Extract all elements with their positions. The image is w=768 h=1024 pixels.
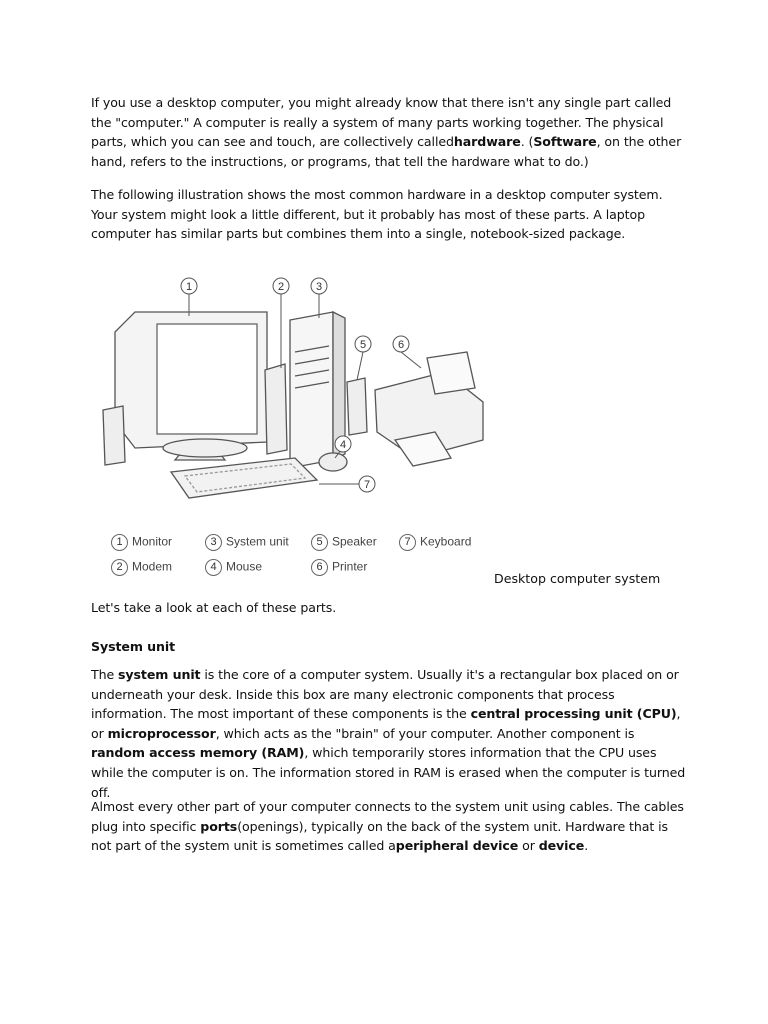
text-run: If you use a desktop computer, you might already know that there isn't any single part called the "computer." A computer is really a system of many parts working together. The physical parts, which you can see and touch, are collectively called (91, 95, 672, 150)
text-run: . (584, 838, 589, 854)
legend-label: System unit (226, 534, 289, 549)
legend-label: Printer (332, 559, 368, 574)
text-run: , or (91, 706, 681, 741)
right-speaker-drawing (347, 378, 367, 435)
look-paragraph (91, 598, 691, 618)
text-run: or (518, 838, 539, 854)
bold-term: system unit (118, 667, 201, 682)
text-run: , on the other hand, refers to the instructions, or programs, that tell the hardware what to do.) (91, 134, 682, 169)
legend-label: Speaker (332, 534, 377, 549)
bold-term: random access memory (RAM) (91, 745, 305, 761)
legend-item-system-unit (205, 534, 289, 551)
legend-item-mouse (205, 559, 262, 576)
text-run: Let's take a look at each of these parts. (91, 600, 337, 615)
callout-3: 3 (315, 281, 323, 293)
legend-label: Modem (132, 559, 173, 574)
legend-number: 7 (399, 534, 416, 551)
illustration-paragraph (91, 185, 691, 244)
modem-drawing (265, 364, 287, 454)
text-run: Almost every other part of your computer connects to the system unit using cables. The cables plug into specific (91, 799, 684, 834)
legend-number: 2 (111, 559, 128, 576)
bold-term: hardware (453, 134, 521, 150)
legend-item-keyboard (399, 534, 471, 551)
legend-number: 5 (311, 534, 328, 551)
legend-item-printer (311, 559, 367, 576)
bold-term: central processing unit (CPU) (470, 706, 677, 722)
callout-4: 4 (339, 439, 347, 451)
figure-caption: Desktop computer system (494, 571, 661, 586)
callout-1: 1 (185, 281, 193, 293)
callout-2: 2 (277, 281, 285, 293)
text-run: , which acts as the "brain" of your computer. Another component is (215, 725, 635, 741)
legend-number: 1 (111, 534, 128, 551)
bold-term: device (538, 838, 585, 854)
text-run: . ( (520, 134, 534, 150)
bold-term: peripheral device (395, 838, 519, 854)
text-run: is the core of a computer system. Usually it's a rectangular box placed on or underneath your desk. Inside this box are many electronic components that process information. The most important of these components is the (91, 667, 679, 722)
bold-term: microprocessor (107, 725, 216, 741)
bold-term: ports (200, 818, 238, 834)
callout-5: 5 (359, 339, 367, 351)
desktop-computer-illustration (95, 272, 495, 592)
system-unit-drawing (290, 312, 333, 468)
legend-label: Mouse (226, 559, 263, 574)
legend-item-speaker (311, 534, 377, 551)
legend-item-monitor (111, 534, 172, 551)
legend-label: Keyboard (420, 534, 472, 549)
text-run: , which temporarily stores information that the CPU uses while the computer is on. The information stored in RAM is erased when the computer is turned off. (91, 745, 686, 800)
intro-paragraph (91, 93, 691, 171)
legend-number: 4 (205, 559, 222, 576)
section-heading: System unit (91, 639, 176, 654)
mouse-drawing (319, 453, 347, 471)
legend-item-modem (111, 559, 172, 576)
left-speaker-drawing (103, 406, 125, 465)
callout-7: 7 (363, 479, 371, 491)
bold-term: Software (533, 134, 597, 150)
text-run: The following illustration shows the most common hardware in a desktop computer system. Your system might look a little different, but it probably has most of these parts. A laptop computer has similar parts but combines them into a single, notebook-sized package. (91, 187, 663, 242)
legend-number: 3 (205, 534, 222, 551)
keyboard-drawing (171, 458, 317, 498)
legend-number: 6 (311, 559, 328, 576)
text-run: (openings), typically on the back of the system unit. Hardware that is not part of the system unit is sometimes called a (91, 818, 668, 854)
system-unit-paragraph (91, 665, 691, 802)
text-run: The (91, 667, 119, 682)
cables-paragraph (91, 797, 691, 856)
callout-6: 6 (397, 339, 405, 351)
legend-label: Monitor (132, 534, 173, 549)
